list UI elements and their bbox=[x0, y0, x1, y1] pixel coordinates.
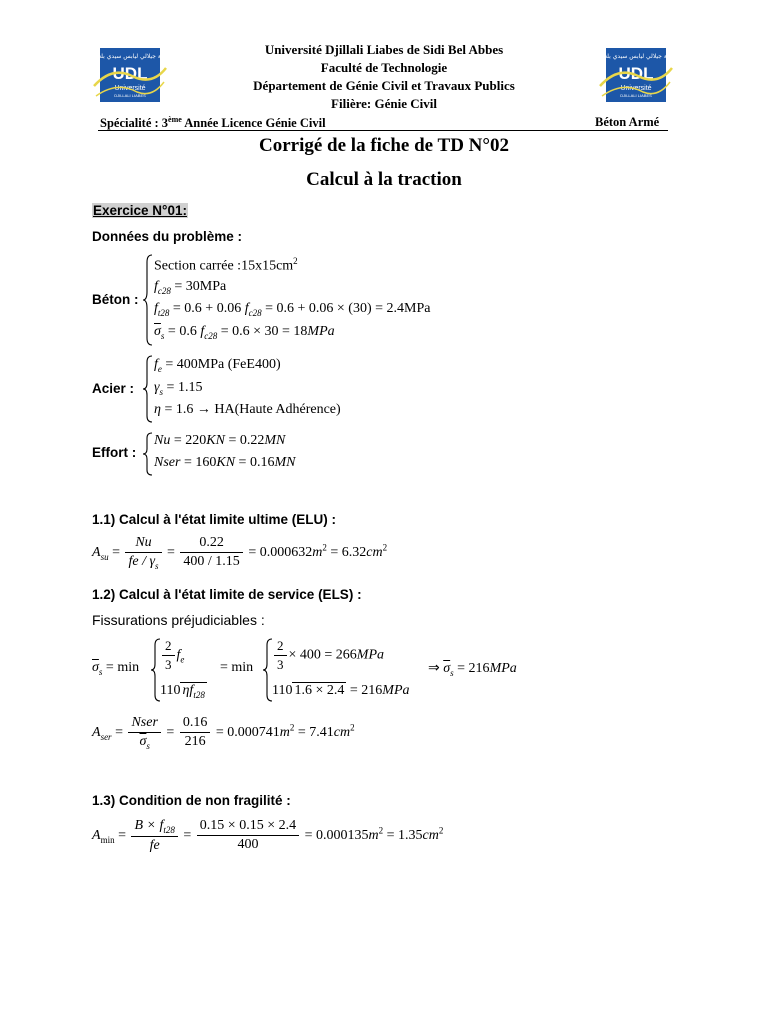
effort-nser-unit2: MN bbox=[274, 455, 296, 470]
fragilite-res: = 0.000135 bbox=[304, 828, 369, 844]
elu-frac2-num: 0.22 bbox=[180, 535, 242, 553]
header-divider bbox=[98, 130, 668, 131]
beton-line3: $f_{t28} = 0.6 + 0.06$ $f_{c28} = 0.6 + 0.06 \times (30) = 2.4MPa$ bbox=[154, 301, 431, 318]
els-l1-val: × 400 = 266 bbox=[288, 647, 357, 663]
els-min-label-1: = min bbox=[105, 660, 140, 675]
beton-line2-text: = 30MPa bbox=[174, 279, 227, 294]
els-choice1-b: 110 $\eta f_{t28}$ bbox=[160, 683, 205, 700]
effort-nser: Nser bbox=[154, 455, 181, 470]
els-l2-root: 1.6 × 2.4 bbox=[294, 683, 345, 698]
effort-brace bbox=[142, 432, 154, 476]
specialite-suffix: Année Licence Génie Civil bbox=[181, 116, 326, 131]
header-specialite bbox=[100, 115, 326, 131]
logo-text: UDL bbox=[112, 64, 148, 83]
beton-line1-text: Section carrée :15x15cm bbox=[154, 258, 294, 274]
beton-line4-text: = 0.6 bbox=[167, 324, 197, 339]
els-min-2 bbox=[220, 660, 253, 676]
beton-line2: $f_{c28} = 30MPa$ bbox=[154, 279, 227, 296]
elu-frac1-den: fe / γ bbox=[128, 554, 155, 569]
beton-line3-text: = 0.6 + 0.06 bbox=[172, 301, 242, 316]
fragilite-title: 1.3) Condition de non fragilité : bbox=[92, 793, 291, 808]
acier-brace bbox=[142, 355, 154, 423]
sub-title: Calcul à la traction bbox=[306, 169, 462, 190]
fragilite-den1: fe bbox=[149, 837, 160, 853]
exercise-label: Exercice N°01: bbox=[93, 203, 187, 218]
fragilite-num1: B × f bbox=[134, 818, 164, 833]
elu-equation: $A_{su}$ = $\frac{Nu}{fe / \gamma_s}$ = $\frac{0.22}{400 / 1.15}$ = $0.000632m^2 = 6.32cm^2$ bbox=[92, 535, 388, 571]
fragilite-den2: 400 bbox=[237, 837, 259, 853]
els-choice2-a: $\frac{2}{3}$ × 400 = 266MPa bbox=[272, 638, 384, 673]
specialite-sup: ème bbox=[168, 115, 182, 124]
els-aser-den2: 216 bbox=[184, 734, 206, 750]
elu-frac2 bbox=[180, 535, 242, 570]
beton-line1-sup: 2 bbox=[293, 256, 298, 266]
els-final-val: = 216 bbox=[457, 661, 490, 676]
els-l2-val: 110 bbox=[272, 683, 293, 698]
els-title: 1.2) Calcul à l'état limite de service (ELS) : bbox=[92, 587, 362, 602]
els-final: ⇒ $\overline{\sigma}_s = 216MPa$ bbox=[428, 661, 517, 678]
acier-line2: $\gamma_s = 1.15$ bbox=[154, 380, 203, 397]
logo-arabic-text: جامعة جيلالي ليابس سيدي بلعباس bbox=[593, 53, 679, 60]
els-aser-equation: $A_{ser}$ = $\frac{\text{Nser}}{\overline{\sigma}_s}$ = $\frac{0.16}{216}$ = $0.000741m^2 = 7.41cm^2$ bbox=[92, 715, 355, 751]
effort-line1 bbox=[154, 433, 285, 449]
elu-result2: = 6.32 bbox=[330, 545, 367, 561]
elu-frac2-den: 400 / 1.15 bbox=[183, 554, 240, 570]
elu-title: 1.1) Calcul à l'état limite ultime (ELU) : bbox=[92, 512, 337, 527]
effort-nser-val: = 160 bbox=[180, 455, 217, 470]
logo-caption: Université bbox=[114, 85, 146, 92]
acier-label: Acier : bbox=[92, 381, 135, 396]
effort-nu-val: = 220 bbox=[170, 433, 207, 448]
fragilite-res2: = 1.35 bbox=[386, 828, 423, 844]
beton-line3-b: = 0.6 + 0.06 × (30) = 2.4MPa bbox=[265, 301, 431, 316]
logo-sub: DJILLALI LIABES bbox=[114, 93, 146, 98]
elu-frac1-num: Nu bbox=[125, 535, 161, 553]
effort-nu-unit: KN bbox=[206, 433, 225, 448]
els-choice2-b: 110 1.6 × 2.4 = 216MPa bbox=[272, 683, 410, 698]
beton-line4-b: = 0.6 × 30 = 18 bbox=[220, 324, 308, 339]
logo-arabic-text: جامعة جيلالي ليابس سيدي بلعباس bbox=[87, 53, 173, 60]
effort-line2 bbox=[154, 455, 295, 471]
header-module: Béton Armé bbox=[595, 115, 660, 129]
els-l2-res: = 216 bbox=[349, 683, 383, 698]
acier-line3: η = 1.6 → HA(Haute Adhérence) bbox=[154, 402, 341, 417]
acier-line3-text: = 1.6 → HA(Haute Adhérence) bbox=[164, 402, 341, 417]
els-aser-num: Nser bbox=[128, 715, 160, 733]
specialite-prefix: Spécialité : 3 bbox=[100, 116, 169, 131]
els-fissuration: Fissurations préjudiciables : bbox=[92, 612, 265, 628]
logo-text: UDL bbox=[618, 64, 654, 83]
acier-line1: $f_e = 400MPa$ (FeE400) bbox=[154, 357, 281, 374]
logo-sub: DJILLALI LIABES bbox=[620, 93, 652, 98]
els-choice1-a: $\frac{2}{3}$ $f_e$ bbox=[160, 638, 184, 673]
elu-frac1: $\frac{Nu}{fe / \gamma_s}$ bbox=[125, 535, 161, 571]
beton-line1 bbox=[154, 256, 298, 275]
els-aser-res: = 0.000741 bbox=[215, 725, 280, 741]
els-min-label-2: = min bbox=[220, 660, 254, 675]
effort-nser-val2: = 0.16 bbox=[235, 455, 275, 470]
els-aser-res2: = 7.41 bbox=[297, 725, 334, 741]
effort-nu-unit2: MN bbox=[264, 433, 286, 448]
acier-line1-text: = 400MPa (FeE400) bbox=[165, 357, 281, 372]
header-department: Département de Génie Civil et Travaux Publics bbox=[253, 78, 515, 93]
header-university: Université Djillali Liabes de Sidi Bel Abbes bbox=[264, 42, 504, 57]
header-filiere: Filière: Génie Civil bbox=[331, 96, 437, 111]
els-sigma-label: $\overline{\sigma}_s = \min$ bbox=[92, 660, 140, 677]
logo-caption: Université bbox=[620, 85, 652, 92]
fragilite-num2: 0.15 × 0.15 × 2.4 bbox=[197, 818, 299, 836]
els-aser-num2: 0.16 bbox=[180, 715, 211, 733]
fragilite-equation: $A_{min}$ = $\frac{B \times f_{t28}}{fe}$ = $\frac{0.15 \times 0.15 \times 2.4}{400}$ = $0.000135m^2 = 1.35cm^2$ bbox=[92, 818, 444, 853]
data-title: Données du problème : bbox=[92, 229, 243, 244]
effort-nu: Nu bbox=[154, 433, 171, 448]
header-faculty: Faculté de Technologie bbox=[320, 60, 448, 75]
beton-brace bbox=[142, 254, 154, 346]
effort-nser-unit: KN bbox=[216, 455, 236, 470]
acier-line2-text: = 1.15 bbox=[166, 380, 203, 395]
effort-label: Effort : bbox=[92, 445, 137, 460]
elu-result: = 0.000632 bbox=[248, 545, 313, 561]
effort-nu-val2: = 0.22 bbox=[224, 433, 265, 448]
beton-line4: $\overline{\sigma}_s = 0.6$ $f_{c28} = 0.6 \times 30 = 18MPa$ bbox=[154, 324, 335, 341]
beton-label: Béton : bbox=[92, 292, 139, 307]
main-title: Corrigé de la fiche de TD N°02 bbox=[259, 135, 509, 156]
